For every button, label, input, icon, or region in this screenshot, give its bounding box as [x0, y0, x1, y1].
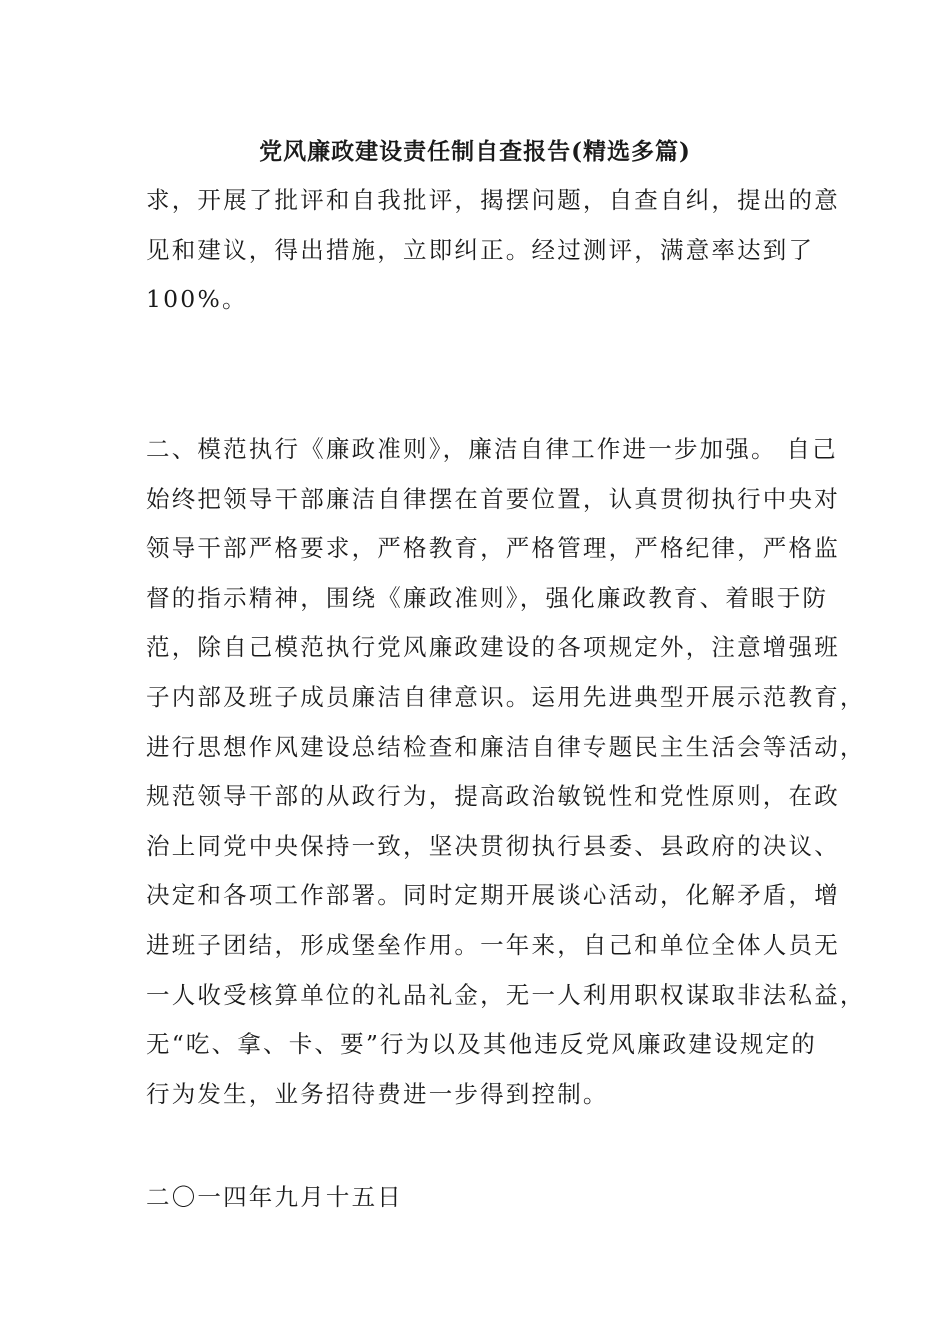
paragraph-section-two [146, 425, 866, 1119]
document-date [146, 1173, 826, 1223]
text-line: 领导干部严格要求，严格教育，严格管理，严格纪律，严格监 [146, 534, 840, 563]
text-line: 进班子团结，形成堡垒作用。一年来，自己和单位全体人员无 [146, 930, 840, 959]
document-title: 党风廉政建设责任制自查报告(精选多篇) [259, 138, 691, 165]
text-line: 规范领导干部的从政行为，提高政治敏锐性和党性原则，在政 [146, 782, 840, 811]
text-line: 见和建议，得出措施，立即纠正。经过测评，满意率达到了 [146, 235, 815, 264]
text-line: 始终把领导干部廉洁自律摆在首要位置，认真贯彻执行中央对 [146, 484, 840, 513]
text-line: 二、模范执行《廉政准则》，廉洁自律工作进一步加强。 自己 [146, 435, 838, 463]
text-line: 子内部及班子成员廉洁自律意识。运用先进典型开展示范教育， [146, 682, 866, 711]
text-line: 行为发生，业务招待费进一步得到控制。 [146, 1079, 609, 1108]
paragraph-continuation [146, 176, 840, 325]
text-line: 范，除自己模范执行党风廉政建设的各项规定外，注意增强班 [146, 633, 840, 662]
text-line: 督的指示精神，围绕《廉政准则》，强化廉政教育、着眼于防 [146, 583, 829, 612]
text-line: 进行思想作风建设总结检查和廉洁自律专题民主生活会等活动， [146, 732, 866, 761]
text-line: 决定和各项工作部署。同时定期开展谈心活动，化解矛盾，增 [146, 881, 840, 910]
date-line: 二〇一四年九月十五日 [146, 1183, 403, 1211]
text-line: 治上同党中央保持一致，坚决贯彻执行县委、县政府的决议、 [146, 831, 840, 860]
text-line: 求，开展了批评和自我批评，揭摆问题，自查自纠，提出的意 [146, 186, 840, 214]
text-line: 100%。 [146, 285, 248, 314]
text-line: 无“吃、拿、卡、要”行为以及其他违反党风廉政建设规定的 [146, 1030, 817, 1059]
text-line: 一人收受核算单位的礼品礼金，无一人利用职权谋取非法私益， [146, 980, 866, 1009]
